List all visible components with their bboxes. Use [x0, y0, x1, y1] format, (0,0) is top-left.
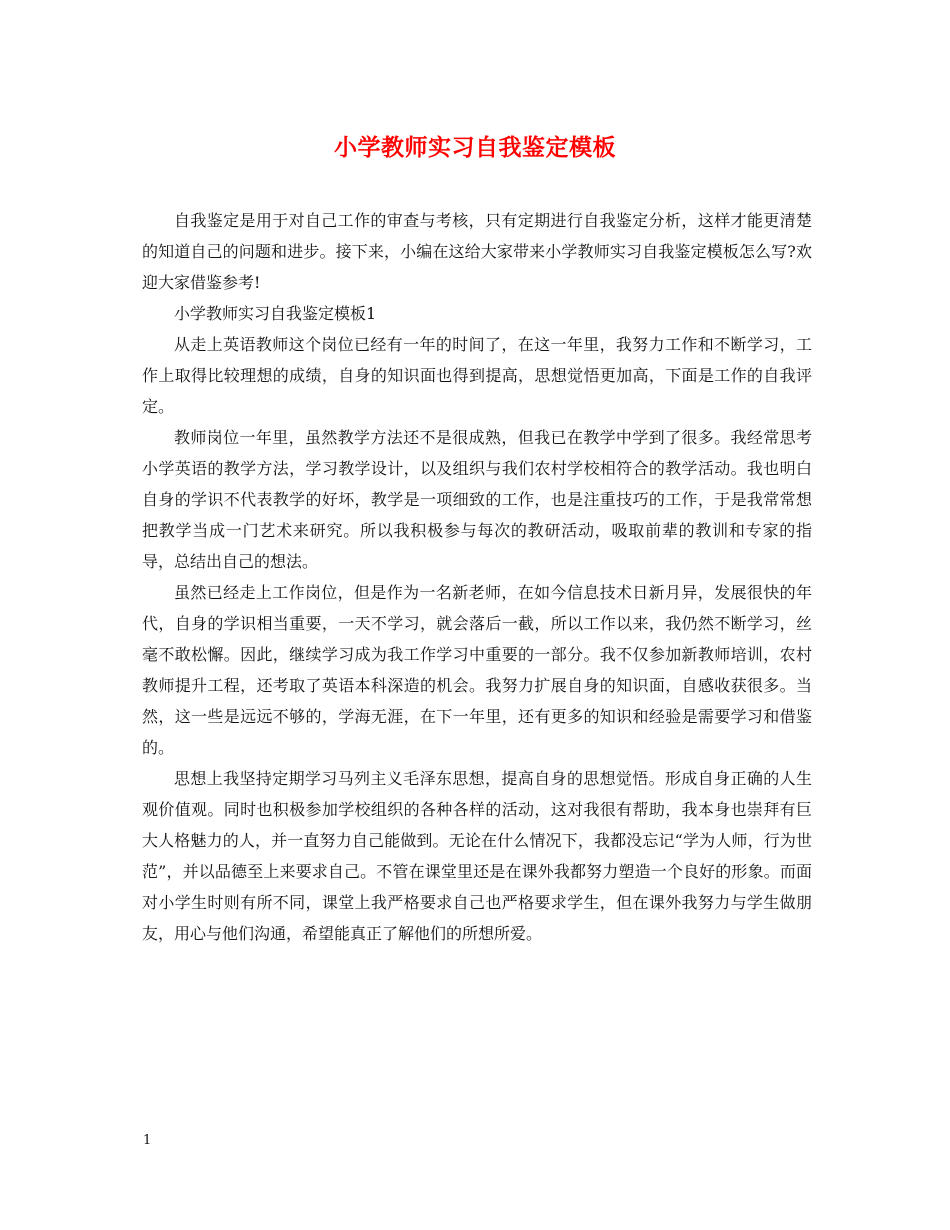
body-paragraph: 虽然已经走上工作岗位，但是作为一名新老师，在如今信息技术日新月异，发展很快的年代，自身的学识相当重要，一天不学习，就会落后一截，所以工作以来，我仍然不断学习，丝毫不敢松懈。因此，继续学习成为我工作学习中重要的一部分。我不仅参加新教师培训，农村教师提升工程，还考取了英语本科深造的机会。我努力扩展自身的知识面，自感收获很多。当然，这一些是远远不够的，学海无涯，在下一年里，还有更多的知识和经验是需要学习和借鉴的。 [142, 583, 812, 757]
document-title: 小学教师实习自我鉴定模板 [334, 134, 616, 161]
section-heading: 小学教师实习自我鉴定模板1 [174, 304, 377, 323]
body-paragraph: 教师岗位一年里，虽然教学方法还不是很成熟，但我已在教学中学到了很多。我经常思考小学英语的教学方法，学习教学设计，以及组织与我们农村学校相符合的教学活动。我也明白自身的学识不代表教学的好坏，教学是一项细致的工作，也是注重技巧的工作，于是我常常想把教学当成一门艺术来研究。所以我积极参与每次的教研活动，吸取前辈的教训和专家的指导，总结出自己的想法。 [142, 428, 812, 571]
document-body [142, 205, 812, 949]
page-number: 1 [143, 1133, 152, 1148]
body-paragraph: 思想上我坚持定期学习马列主义毛泽东思想，提高自身的思想觉悟。形成自身正确的人生观价值观。同时也积极参加学校组织的各种各样的活动，这对我很有帮助，我本身也崇拜有巨大人格魅力的人，并一直努力自己能做到。无论在什么情况下，我都没忘记“学为人师，行为世范”，并以品德至上来要求自己。不管在课堂里还是在课外我都努力塑造一个良好的形象。而面对小学生时则有所不同，课堂上我严格要求自己也严格要求学生，但在课外我努力与学生做朋友，用心与他们沟通，希望能真正了解他们的所想所爱。 [142, 769, 812, 943]
body-paragraph: 从走上英语教师这个岗位已经有一年的时间了，在这一年里，我努力工作和不断学习，工作上取得比较理想的成绩，自身的知识面也得到提高，思想觉悟更加高，下面是工作的自我评定。 [142, 335, 812, 416]
intro-paragraph: 自我鉴定是用于对自己工作的审查与考核，只有定期进行自我鉴定分析，这样才能更清楚的知道自己的问题和进步。接下来，小编在这给大家带来小学教师实习自我鉴定模板怎么写?欢迎大家借鉴参考! [142, 211, 812, 292]
